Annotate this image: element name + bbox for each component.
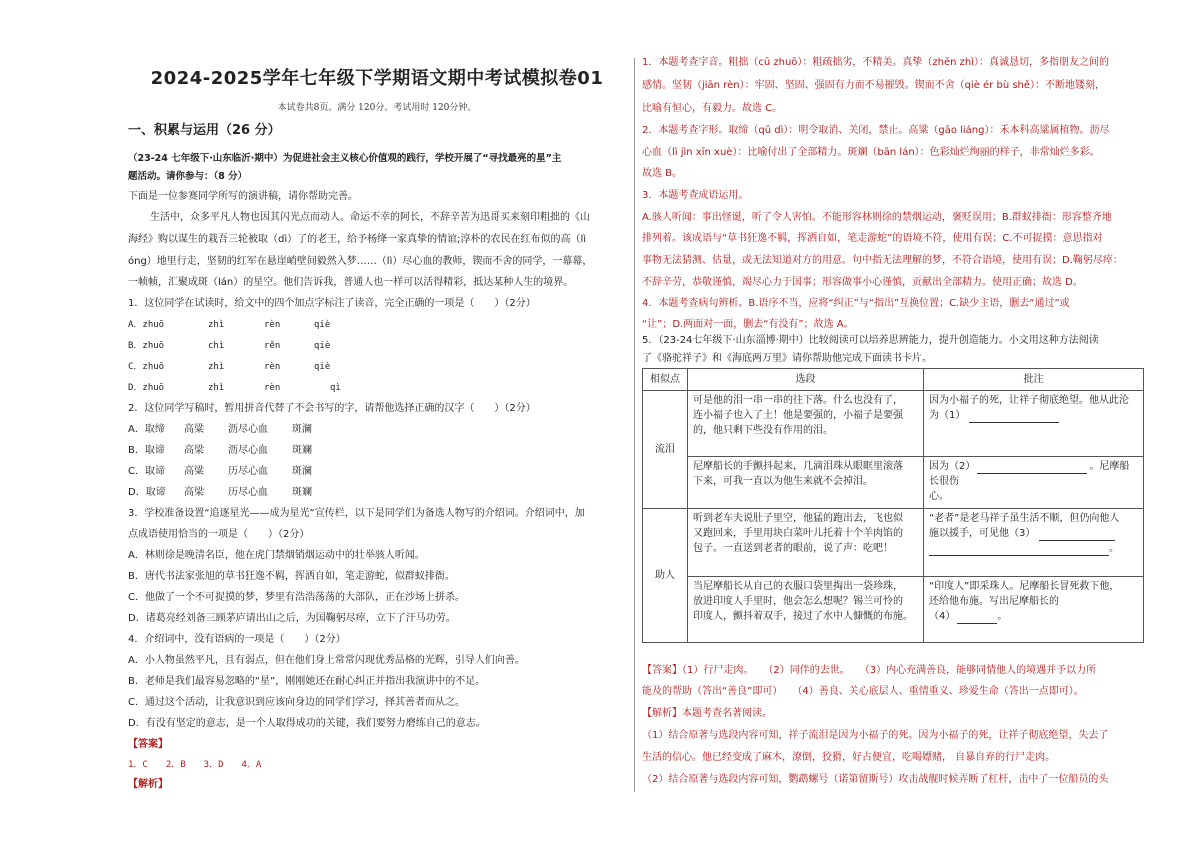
group-label-tears: 流泪 xyxy=(643,391,688,509)
q4-option-a[interactable]: A．小人物虽然平凡，且有弱点，但在他们身上常常闪现优秀品格的光辉，引导人们向善。 xyxy=(128,655,525,666)
note-1: 因为小福子的死，让祥子彻底绝望。他从此沦 为（1） xyxy=(924,391,1144,457)
col-header-similarity: 相似点 xyxy=(643,369,688,391)
q4-option-d[interactable]: D．有没有坚定的意志，是一个人取得成功的关键，我们要努力磨练自己的意志。 xyxy=(128,718,486,729)
page-title: 2024-2025学年七年级下学期语文期中考试模拟卷01 xyxy=(150,68,604,89)
answer-list: 1．C 2．B 3．D 4．A xyxy=(128,760,262,770)
answer-label: 【答案】 xyxy=(128,739,168,750)
note-4: “印度人”即采珠人。尼摩船长冒死救下他， 还给他布施。写出尼摩船长的 （4） 。 xyxy=(924,577,1144,643)
analysis-label: 【解析】 xyxy=(128,779,168,790)
question-3-line-2: 点成语使用恰当的一项是（ ）（2分） xyxy=(128,529,310,540)
note-2: 因为（2） 。尼摩船长很伤 心。 xyxy=(924,457,1144,509)
question-1: 1．这位同学在试读时，给文中的四个加点字标注了读音，完全正确的一项是（ ）（2分） xyxy=(128,298,536,309)
note-3: “老者”是老马祥子虽生活不顺，但仍向他人 施以援手，可见他（3） 。 xyxy=(924,509,1144,577)
excerpt-2: 尼摩船长的手颤抖起来，几滴泪珠从眼眶里滚落 下来，可我一直以为他生来就不会掉泪。 xyxy=(688,457,924,509)
reading-card-table xyxy=(642,368,1144,643)
excerpt-1: 可是他的泪一串一串的往下落。什么也没有了， 连小福子也入了土！他是要强的，小福子是要强 的，他只剩下些没有作用的泪。 xyxy=(688,391,924,457)
intro-line-2: 题活动。请你参与：（8 分） xyxy=(128,171,248,182)
analysis-line-12: 4．本题考查病句辨析。B.语序不当，应将“纠正”与“指出”互换位置；C.缺少主语，删去“通过”或 xyxy=(642,298,1070,309)
q2-option-a[interactable]: A．取缔 高粱 沥尽心血 斑澜 xyxy=(128,424,312,435)
passage-line-4: 一帧帧，汇聚成斑（lán）的星空。他们告诉我，普通人也一样可以活得精彩，抵达某种人生的境界。 xyxy=(128,277,574,288)
answer-blank-2[interactable] xyxy=(977,463,1087,474)
analysis-line-5: 心血（lì jìn xīn xuè）：比喻付出了全部精力。斑斓（bān lán）：色彩灿烂绚丽的样子，非常灿烂多彩。 xyxy=(642,147,1100,158)
question-4: 4．介绍词中，没有语病的一项是（ ）（2分） xyxy=(128,634,346,645)
passage-line-1: 生活中，众多平凡人物也因其闪光点而动人。命运不幸的阿长，不辞辛苦为迅哥买来刻印粗拙的《山 xyxy=(150,212,590,223)
question-2: 2．这位同学写稿时，暂用拼音代替了不会书写的字，请帮他选择正确的汉字（ ）（2分） xyxy=(128,403,536,414)
q5-analysis-label: 【解析】本题考查名著阅读。 xyxy=(642,708,772,719)
question-5-line-2: 了《骆驼祥子》和《海底两万里》请你帮助他完成下面读书卡片。 xyxy=(642,353,932,364)
answer-blank-3b[interactable] xyxy=(929,545,1109,556)
q3-option-a[interactable]: A．林则徐是晚清名臣，他在虎门禁烟销烟运动中的壮举骇人听闻。 xyxy=(128,550,425,561)
analysis-line-13: “让”；D.两面对一面，删去“有没有”；故选 A。 xyxy=(642,319,854,330)
passage-intro: 下面是一位参赛同学所写的演讲稿，请你帮助完善。 xyxy=(128,191,358,202)
q3-option-c[interactable]: C．他做了一个不可捉摸的梦，梦里有浩浩荡荡的大部队，正在沙场上拼杀。 xyxy=(128,592,465,603)
excerpt-4: 当尼摩船长从自己的衣服口袋里掏出一袋珍珠， 放进印度人手里时，他会怎么想呢？锡兰可怜的 印度人，颤抖着双手，接过了水中人慷慨的布施。 xyxy=(688,577,924,643)
q3-option-d[interactable]: D．诸葛亮经刘备三顾茅庐请出山之后，为国鞠躬尽瘁，立下了汗马功劳。 xyxy=(128,613,456,624)
exam-info: 本试卷共8页。满分 120分。考试用时 120分钟。 xyxy=(277,103,477,113)
question-5-line-1: 5．（23-24七年级下·山东淄博·期中）比较阅读可以培养思辨能力，提升创造能力。小文用这种方法阅读 xyxy=(642,335,1099,346)
passage-line-3: óng）地里行走，坚韧的红军在悬崖峭壁间毅然入梦……（lì）尽心血的教师，锲而不舍的同学，一幕幕， xyxy=(128,256,593,267)
col-header-excerpt: 选段 xyxy=(688,369,924,391)
q1-option-c[interactable]: C．zhuō zhì rèn qiè xyxy=(128,362,331,372)
analysis-line-8: A.骇人听闻：事出怪诞，听了令人害怕。不能形容林则徐的禁烟运动，褒贬误用；B.群蚁排衙：形容整齐地 xyxy=(642,212,1112,223)
q4-option-b[interactable]: B．老师是我们最容易忽略的“星”，刚刚她还在耐心纠正并指出我演讲中的不足。 xyxy=(128,676,486,687)
q5-analysis-line-2: 生活的信心。他已经变成了麻木，潦倒，狡猾，好占便宜，吃喝嫖赌， 自暴自弃的行尸走肉。 xyxy=(642,752,1056,763)
q5-answer-line-1: 【答案】（1）行尸走肉。 （2）同伴的去世。 （3）内心充满善良，能够同情他人的境遇并予以力所 xyxy=(642,665,1097,676)
answer-blank-1[interactable] xyxy=(969,412,1059,423)
q5-analysis-line-1: （1）结合原著与选段内容可知，祥子流泪是因为小福子的死。因为小福子的死，让祥子彻底绝望，失去了 xyxy=(642,730,1109,741)
passage-line-2: 海经》购以谋生的栽吾三轮被取（dì）了的老王，给予杨绛一家真挚的情谊;淳朴的农民在红布似的高（lì xyxy=(128,234,587,245)
column-divider xyxy=(634,58,635,792)
q2-option-d[interactable]: D．取谛 高梁 历尽心血 斑斓 xyxy=(128,487,312,498)
q1-option-b[interactable]: B．zhuō chì rěn qiè xyxy=(128,341,331,351)
group-label-help: 助人 xyxy=(643,509,688,643)
q2-option-b[interactable]: B．取谛 高梁 沥尽心血 斑斓 xyxy=(128,445,312,456)
q5-answer-line-2: 能及的帮助（答出“善良”即可） （4）善良、关心底层人、重情重义、珍爱生命（答出一点即可）。 xyxy=(642,686,1084,697)
answer-blank-3[interactable] xyxy=(1039,530,1115,541)
q2-option-c[interactable]: C．取谛 高粱 历尽心血 斑澜 xyxy=(128,466,312,477)
intro-line-1: （23-24 七年级下·山东临沂·期中）为促进社会主义核心价值观的践行，学校开展了“寻找最亮的星”主 xyxy=(128,153,562,164)
analysis-line-1: 1．本题考查字音。粗拙（cū zhuō）：粗疏拙劣，不精美。真挚（zhēn zhì）：真诚恳切，多指朋友之间的 xyxy=(642,57,1110,68)
analysis-line-2: 感情。坚韧（jiān rèn）：牢固、坚固、强固有力而不易摧毁。锲而不舍（qiè ér bù shě）：不断地镂刻， xyxy=(642,80,1106,91)
question-3-line-1: 3．学校准备设置“追逐星光——成为星光”宣传栏，以下是同学们为备选人物写的介绍词。介绍词中，加 xyxy=(128,508,585,519)
analysis-line-10: 事物无法猜测、估量，或无法知道对方的用意。句中指无法理解的梦，不符合语境，使用有误；D.鞠躬尽瘁： xyxy=(642,255,1123,266)
q1-option-a[interactable]: A．zhuō zhì rèn qiè xyxy=(128,320,331,330)
analysis-line-11: 不辞辛劳，恭敬谨慎，竭尽心力于国事；形容做事小心谨慎，贡献出全部精力。使用正确；故选 D。 xyxy=(642,277,1083,288)
analysis-line-9: 排列着。该成语与“草书狂逸不羁，挥洒自如，笔走游蛇”的语境不符，使用有误；C.不可捉摸：意思指对 xyxy=(642,233,1103,244)
analysis-line-3: 比喻有恒心，有毅力。故选 C。 xyxy=(642,103,783,114)
analysis-line-4: 2．本题考查字形。取缔（qǔ dì）：明令取消、关闭，禁止。高粱（gāo liáng）：禾本科高粱属植物。沥尽 xyxy=(642,125,1110,136)
analysis-line-7: 3．本题考查成语运用。 xyxy=(642,190,749,201)
answer-blank-4[interactable] xyxy=(957,613,997,624)
col-header-notes: 批注 xyxy=(924,369,1144,391)
analysis-line-6: 故选 B。 xyxy=(642,168,683,179)
q3-option-b[interactable]: B．唐代书法家张旭的草书狂逸不羁，挥洒自如，笔走游蛇，似群蚁排衙。 xyxy=(128,571,455,582)
excerpt-3: 听到老车夫说肚子里空，他猛的跑出去，飞也似 又跑回来，手里用块白菜叶儿托着十个羊肉馅的 包子。一直送到老者的眼前，说了声：吃吧！ xyxy=(688,509,924,577)
section-heading: 一、积累与运用（26 分） xyxy=(128,123,281,138)
q1-option-d[interactable]: D．zhuō zhì rèn qì xyxy=(128,383,341,393)
q4-option-c[interactable]: C．通过这个活动，让我意识到应该向身边的同学们学习，择其善者而从之。 xyxy=(128,697,465,708)
q5-analysis-line-3: （2）结合原著与选段内容可知，鹦鹉螺号（诺第留斯号）攻击战舰时候弄断了杠杆，击中了一位船员的头 xyxy=(642,774,1109,785)
